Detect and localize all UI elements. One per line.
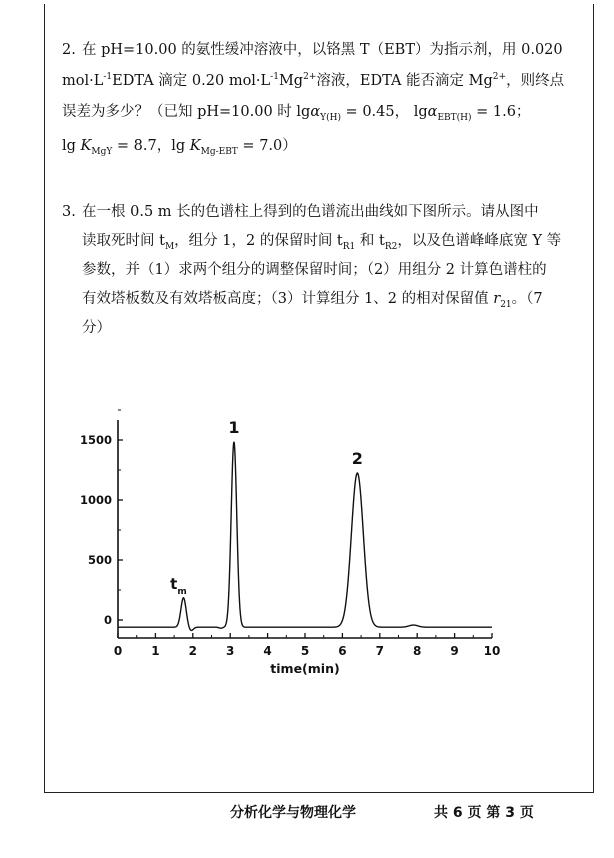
y-tick-label: 500 <box>87 553 112 567</box>
x-tick-label: 0 <box>113 644 123 658</box>
y-tick-label: 1000 <box>79 493 112 507</box>
q2-line-3: 误差为多少？（已知 pH=10.00 时 lgα$_{Y(H)}$ = 0.45， lgα$_{EBT(H)}$ = 1.6； <box>62 104 531 123</box>
q2-number: 2. <box>62 42 76 58</box>
x-tick-label: 3 <box>226 644 235 658</box>
x-tick-label: 1 <box>151 644 160 658</box>
footer-subject: 分析化学与物理化学 <box>230 805 356 821</box>
x-tick-label: 8 <box>413 644 422 658</box>
q3-line-1: 3. 在一根 0.5 m 长的色谱柱上得到的色谱流出曲线如下图所示。请从图中 <box>62 198 578 227</box>
x-tick-label: 2 <box>188 644 197 658</box>
peak-label: 1 <box>228 417 240 437</box>
x-tick-label: 10 <box>483 644 501 658</box>
q2-line-1: 2. 在 pH=10.00 的氨性缓冲溶液中，以铬黑 T（EBT）为指示剂，用 0.020 <box>62 36 578 64</box>
q2-line-2: $mol\cdot L^{-1}EDTA$ 滴定 0.20 $mol\cdot L^{-1}Mg^{2+}$溶液，EDTA 能否滴定 $Mg^{2+}$，则终点 <box>62 72 565 89</box>
y-tick-label: 0 <box>103 613 112 627</box>
x-tick-label: 9 <box>450 644 459 658</box>
x-axis-label: time(min) <box>270 661 340 676</box>
q3-line-2: 读取死时间 $t_M$，组分 1，2 的保留时间 $t_{R1}$ 和 $t_{R2}$，以及色谱峰峰底宽 Y 等 <box>82 233 562 252</box>
y-tick-label: 1500 <box>79 433 112 447</box>
x-tick-label: 7 <box>375 644 384 658</box>
peak-label: 2 <box>351 449 363 468</box>
q3-line-5: 分） <box>82 320 111 336</box>
q3-line-3: 参数，并（1）求两个组分的调整保留时间；（2）用组分 2 计算色谱柱的 <box>82 262 547 278</box>
x-tick-label: 4 <box>263 644 272 658</box>
x-tick-label: 6 <box>338 644 347 658</box>
x-tick-label: 5 <box>300 644 310 658</box>
footer-page-count: 共 6 页 第 3 页 <box>434 805 534 821</box>
q2-line-4: $\lg K_{MgY} = 8.7$，$\lg K_{Mg-EBT} = 7.0$） <box>62 138 297 157</box>
q3-line-4: 有效塔板数及有效塔板高度；（3）计算组分 1、2 的相对保留值 $r_{21}$。（7 <box>82 291 543 310</box>
peak-label: $t_m$ <box>170 574 187 597</box>
signal-line <box>118 442 492 631</box>
q3-number: 3. <box>62 204 76 220</box>
